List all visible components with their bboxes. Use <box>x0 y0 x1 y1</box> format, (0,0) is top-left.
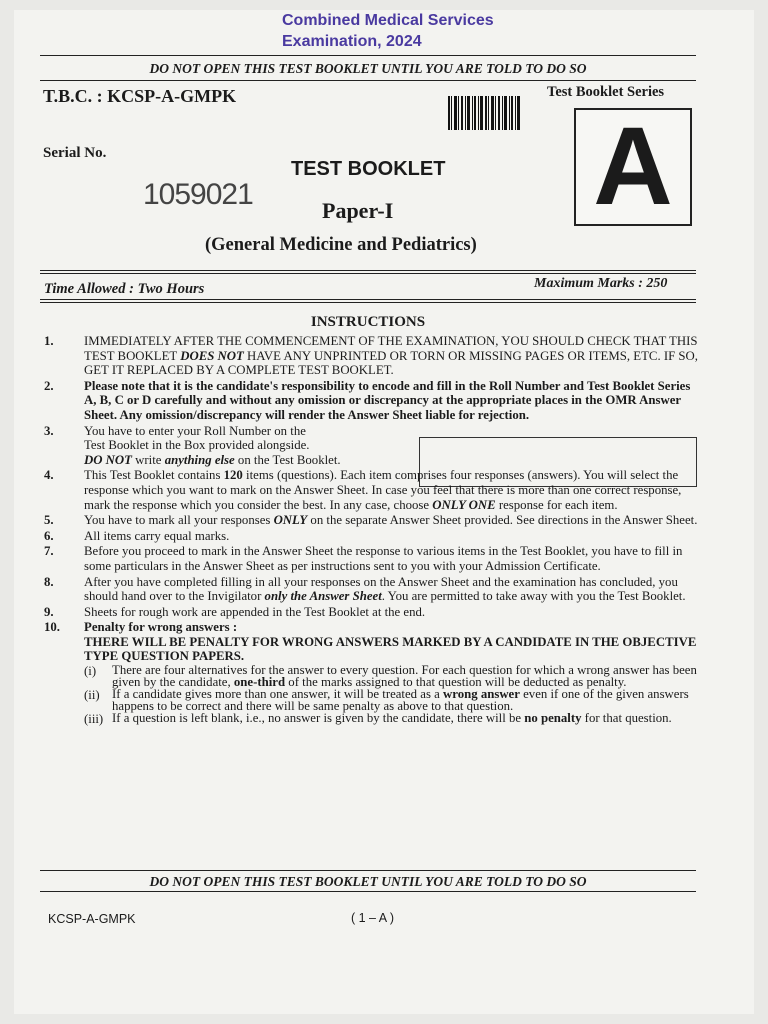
penalty-rule-2: (ii) If a candidate gives more than one answer, it will be treated as a wrong answer even if one of the given answers happens to be correct and there will be same penalty as above to that question. <box>84 687 689 714</box>
divider <box>40 270 696 271</box>
divider <box>40 870 696 871</box>
divider <box>40 891 696 892</box>
tbc-code: T.B.C. : KCSP-A-GMPK <box>43 86 237 106</box>
divider <box>40 299 696 300</box>
divider <box>40 80 696 81</box>
instructions-list <box>44 334 700 728</box>
instruction-2: 2. Please note that it is the candidate's responsibility to encode and fill in the Roll Number and Test Booklet Series A, B, C or D carefully and without any omission or discrepancy at the appropriate places in the OMR Answer Sheet. Any omission/discrepancy will render the Answer Sheet liable for rejection. <box>44 378 691 422</box>
footer-code: KCSP-A-GMPK <box>48 912 136 926</box>
divider <box>40 302 696 303</box>
instruction-6: 6. All items carry equal marks. <box>44 528 230 543</box>
serial-label: Serial No. <box>43 145 107 161</box>
series-letter-box <box>574 105 692 228</box>
instruction-5: 5. You have to mark all your responses ONLY on the separate Answer Sheet provided. See directions in the Answer Sheet. <box>44 513 698 528</box>
paper-title: Paper-I <box>322 198 394 223</box>
instruction-1: 1. IMMEDIATELY AFTER THE COMMENCEMENT OF THE EXAMINATION, YOU SHOULD CHECK THAT THIS TEST BOOKLET DOES NOT HAVE ANY UNPRINTED OR TORN OR MISSING PAGES OR ITEMS, ETC. IF SO, GET IT REPLACED BY A COMPLETE TEST BOOKLET. <box>44 334 698 378</box>
bottom-warning: DO NOT OPEN THIS TEST BOOKLET UNTIL YOU ARE TOLD TO DO SO <box>149 874 587 889</box>
barcode-icon <box>448 96 520 130</box>
stamp-line-1: Combined Medical Services <box>282 12 494 29</box>
penalty-rule-3: (iii) If a question is left blank, i.e., no answer is given by the candidate, there will be no penalty for that question. <box>84 711 672 727</box>
series-letter: A <box>593 105 673 228</box>
stamp-line-2: Examination, 2024 <box>282 33 422 50</box>
time-allowed: Time Allowed : Two Hours <box>44 281 205 297</box>
instruction-10: 10. Penalty for wrong answers : THERE WILL BE PENALTY FOR WRONG ANSWERS MARKED BY A CANDIDATE IN THE OBJECTIVE TYPE QUESTION PAPERS. (i) There are four alternatives for the answer to every question. For each question for which a wrong answer has been given by the candidate, one-third of the marks assigned to that question will be deducted as penalty. (ii) If a candidate gives more than one answer, it will be treated as a wrong answer even if one of the given answers happens to be correct and there will be same penalty as above to that question. (iii) If a question is left blank, i.e., no answer is given by the candidate, there will be no penalty for that question. <box>44 620 700 726</box>
penalty-rule-1: (i) There are four alternatives for the answer to every question. For each question for which a wrong answer has been given by the candidate, one-third of the marks assigned to that question will be deducted as penalty. <box>84 663 697 690</box>
booklet-title: TEST BOOKLET <box>291 158 446 180</box>
instruction-3: 3. You have to enter your Roll Number on the Test Booklet in the Box provided alongside. DO NOT write anything else on the Test Booklet. <box>44 423 341 467</box>
instructions-heading: INSTRUCTIONS <box>310 314 426 330</box>
instruction-4: 4. This Test Booklet contains 120 items (questions). Each item comprises four responses (answers). You will select the response which you want to mark on the Answer Sheet. In case you feel that there is more than one correct response, mark the response which you consider the best. In any case, choose ONLY ONE response for each item. <box>44 468 682 512</box>
top-warning: DO NOT OPEN THIS TEST BOOKLET UNTIL YOU ARE TOLD TO DO SO <box>149 61 587 76</box>
instruction-7: 7. Before you proceed to mark in the Answer Sheet the response to various items in the Test Booklet, you have to fill in some particulars in the Answer Sheet as per instructions sent to you with your Admission Certificate. <box>44 544 683 573</box>
subject-title: (General Medicine and Pediatrics) <box>205 235 477 255</box>
serial-number: 1059021 <box>143 178 253 211</box>
exam-stamp <box>282 10 494 52</box>
series-label: Test Booklet Series <box>547 84 665 100</box>
page-number: ( 1 – A ) <box>351 911 395 925</box>
max-marks: Maximum Marks : 250 <box>534 276 668 291</box>
divider <box>40 55 696 56</box>
divider <box>40 273 696 274</box>
instruction-9: 9. Sheets for rough work are appended in the Test Booklet at the end. <box>44 604 426 619</box>
instruction-8: 8. After you have completed filling in all your responses on the Answer Sheet and the examination has concluded, you should hand over to the Invigilator only the Answer Sheet. You are permitted to take away with you the Test Booklet. <box>44 574 686 604</box>
